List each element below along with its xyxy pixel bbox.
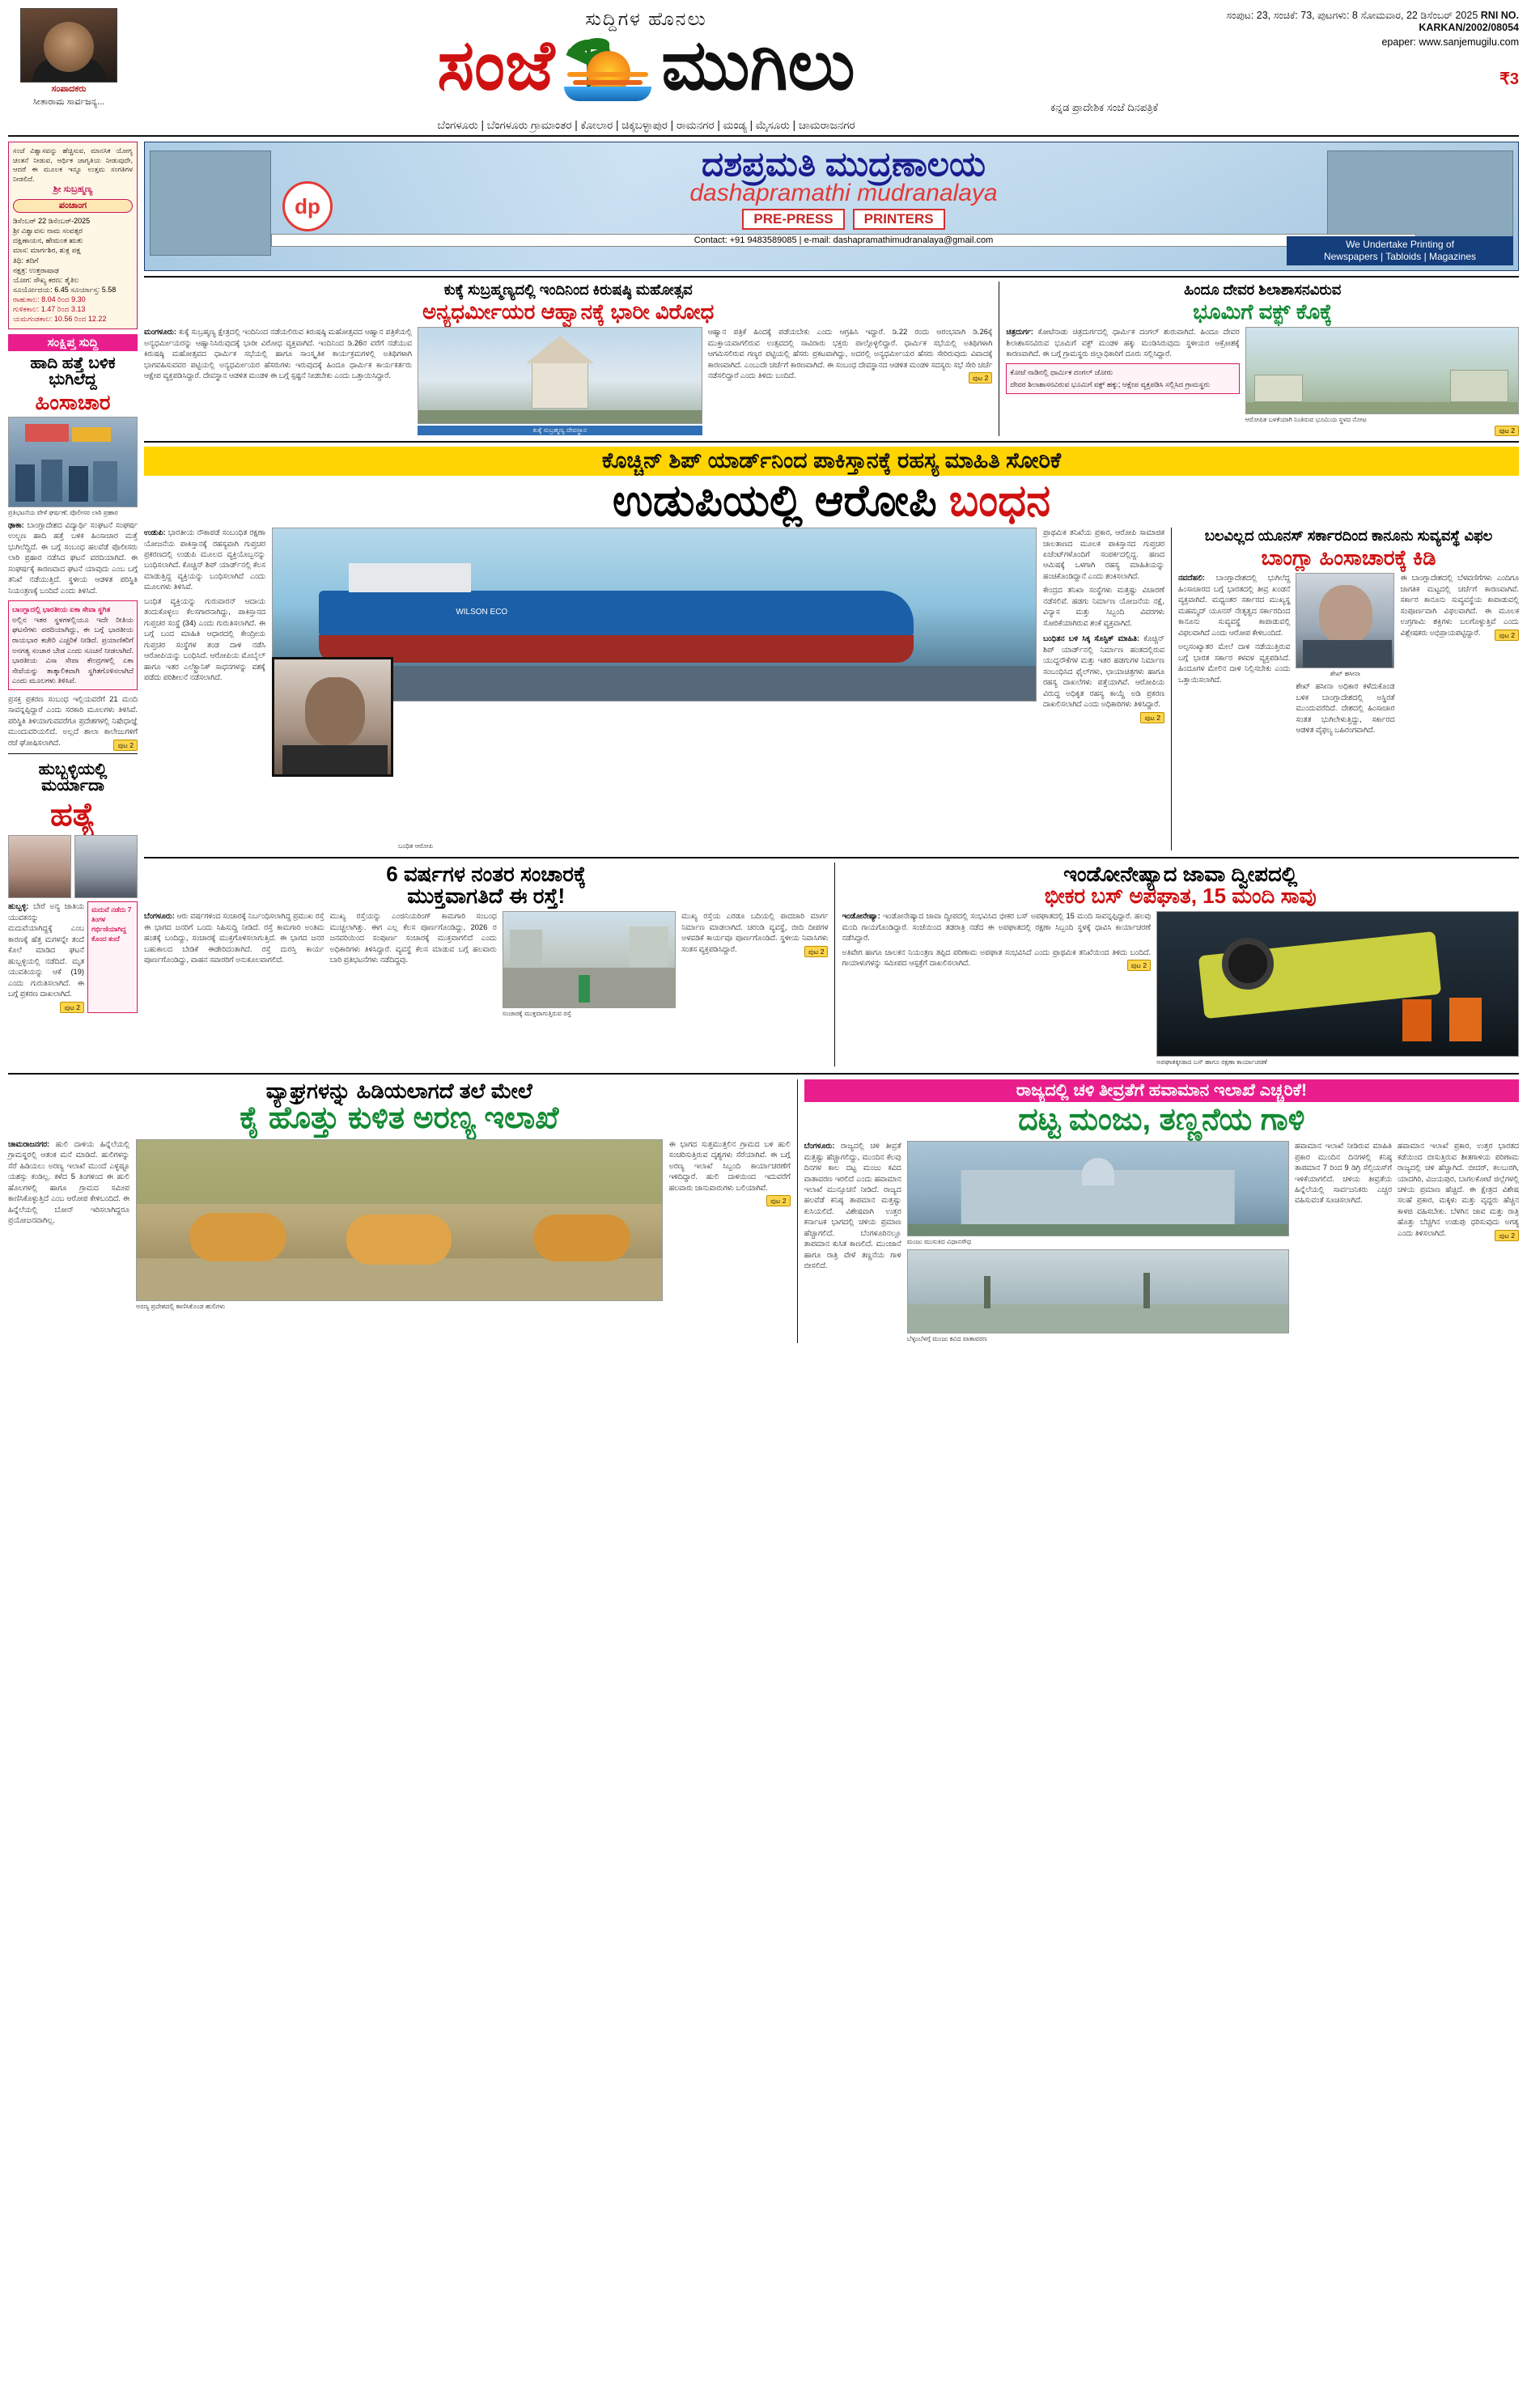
lead-dateline: ಉಡುಪಿ: xyxy=(144,528,166,537)
lead-inset xyxy=(1043,634,1164,722)
tiger-headline-1: ವ್ಯಾಘ್ರಗಳನ್ನು ಹಿಡಿಯಲಾಗದೆ ತಲೆ ಮೇಲೆ xyxy=(265,1079,532,1104)
tiger-text-2: ಈ ಭಾಗದ ಸುತ್ತಮುತ್ತಲಿನ ಗ್ರಾಮದ ಬಳಿ ಹುಲಿ ಸಂಚರಿಸುತ್ತಿರುವ ದೃಶ್ಯಗಳು ಸೆರೆಯಾಗಿವೆ. ಈ ಬಗ್ಗೆ ಅರಣ್ಯ ಇಲಾಖೆ ಸಿಬ್ಬಂದಿ ಕಾರ್ಯಾಚರಣೆಗೆ ಇಳಿದಿದ್ದಾರೆ. ಹುಲಿ ದಾಳಿಯಿಂದ ಇದುವರೆಗೆ ಹಲವಾರು ಜಾನುವಾರುಗಳು ಬಲಿಯಾಗಿವೆ. xyxy=(668,1139,791,1192)
java-dateline: ಇಂಡೋನೇಷ್ಯಾ: xyxy=(842,912,880,921)
brief-story-1-text-2: ಪ್ರಸಕ್ತ ಪ್ರಕರಣ ಸಂಬಂಧ ಇಲ್ಲಿಯವರೆಗೆ 21 ಮಂದಿ ಸಾವನ್ನಪ್ಪಿದ್ದಾರೆ ಎಂದು ಸರಕಾರಿ ಮೂಲಗಳು ತಿಳಿಸಿವೆ. ಪರಿಸ್ಥಿತಿ ತಿಳಿಯಾಗುವವರೆಗೂ ಪ್ರದೇಶಗಳಲ್ಲಿ ನಿಷೇಧಾಜ್ಞೆ ಮುಂದುವರಿಯಲಿದೆ. ಅಲ್ಲದೆ ಶಾಲಾ ಕಾಲೇಜುಗಳಿಗೆ ರಜೆ ಘೋಷಿಸಲಾಗಿದೆ. xyxy=(8,694,138,747)
panchanga-line-3: ಮಾಸ: ಮಾರ್ಗಶಿರ, ಶುಕ್ಲ ಪಕ್ಷ xyxy=(13,246,81,255)
kukke-column-2 xyxy=(708,327,993,435)
road-column-2 xyxy=(330,911,497,1018)
protest-photo-caption: ಪ್ರತಿಭಟನೆಯ ವೇಳೆ ಘರ್ಷಣೆ; ಪೊಲೀಸರ ಲಾಠಿ ಪ್ರಹಾರ xyxy=(8,508,118,516)
weather-column-1 xyxy=(804,1141,901,1343)
brief-story-1-head-2: ಭುಗಿಲೆದ್ದ xyxy=(49,370,97,388)
ship-photo: WILSON ECO xyxy=(272,528,1037,702)
wakf-headline: ಭೂಮಿಗೆ ವಕ್ಫ್ ಕೊಕ್ಕೆ xyxy=(1193,299,1333,324)
masthead xyxy=(8,6,1519,137)
advertisement-banner[interactable] xyxy=(144,142,1519,271)
kukke-headline: ಅನ್ಯಧರ್ಮೀಯರ ಆಹ್ವಾನಕ್ಕೆ ಭಾರೀ ವಿರೋಧ xyxy=(422,299,715,324)
wakf-text: ಕೋಟೆನಾಡು ಚಿತ್ರದುರ್ಗದಲ್ಲಿ ಧಾರ್ಮಿಕ ದಂಗಲ್ ಶುರುವಾಗಿದೆ. ಹಿಂದೂ ದೇವರ ಶಿಲಾಶಾಸನವಿರುವ ಭೂಮಿಗೆ ವಕ್ಫ್ ಮಂಡಳಿ ಹಕ್ಕು ಮಂಡಿಸಿರುವುದು ಸ್ಥಳೀಯರ ಆಕ್ರೋಶಕ್ಕೆ ಕಾರಣವಾಗಿದೆ. ಈ ಬಗ್ಗೆ ಗ್ರಾಮಸ್ಥರು ಜಿಲ್ಲಾಧಿಕಾರಿಗೆ ದೂರು ಸಲ್ಲಿಸಿದ್ದಾರೆ. xyxy=(1006,328,1240,358)
lead-headline-red: ಬಂಧನ xyxy=(948,476,1051,525)
tiger-column-1 xyxy=(8,1139,129,1311)
story-java xyxy=(834,863,1519,1066)
rni-number: RNI NO. KARKAN/2002/08054 xyxy=(1419,10,1519,33)
panchanga-header: ಪಂಚಾಂಗ xyxy=(13,199,133,213)
brief-story-1-body xyxy=(8,520,138,596)
hasina-photo xyxy=(1296,573,1394,668)
masthead-subtagline: ಕನ್ನಡ ಪ್ರಾದೇಶಿಕ ಸಂಜೆ ದಿನಪತ್ರಿಕೆ xyxy=(1050,101,1158,113)
advertiser-logo: dp xyxy=(282,181,333,231)
vidhana-soudha-photo xyxy=(907,1141,1289,1236)
panchanga-line-0: ಡಿಸೆಂಬರ್ 22 ಡಿಸೆಂಬರ್-2025 xyxy=(13,217,91,226)
lead-headline xyxy=(144,476,1519,525)
brief-story-2-photos xyxy=(8,835,138,898)
wakf-column-1 xyxy=(1006,327,1239,359)
tiger-column-2 xyxy=(669,1139,791,1311)
panchanga-deity: ಶ್ರೀ ಸುಬ್ರಹ್ಮಣ್ಯ xyxy=(53,184,93,195)
editor-name: ಸಂಪಾದಕರು xyxy=(51,84,87,94)
brief-story-1-sidebar-title: ಬಾಂಗ್ಲಾದಲ್ಲಿ ಭಾರತೀಯ ಏಕಾ ಸೇವಾ ಸ್ಥಗಿತ xyxy=(12,605,111,614)
fog-photo xyxy=(907,1249,1289,1333)
panchanga-top-note: ಸಂಜೆ ವಿಶ್ವಾಸವನ್ನು ಹೆಚ್ಚಿಸುವ, ಮಾನಸಿಕ ಯೋಗ್ಯ ಚಿಂತನೆ ನೀಡುವ, ಆರ್ಥಿಕ ಜಾಗೃತಿಯ ನೀಡುವುದೇ, ಆದರೆ ಈ ಮೂಲಕ ಇನ್ನೂ ಉತ್ತಮ ಸಂಗತಿಗಳ ನೀಡಲಿದೆ. xyxy=(13,146,133,183)
story-tiger xyxy=(8,1079,791,1343)
bangla-column-2 xyxy=(1296,681,1394,736)
right-area xyxy=(144,142,1519,1066)
weather-column-2 xyxy=(1295,1141,1392,1343)
java-headline-2: ಭೀಕರ ಬಸ್ ಅಪಘಾತ, 15 ಮಂದಿ ಸಾವು xyxy=(1044,883,1317,908)
brief-story-1-sidebar xyxy=(8,600,138,690)
brief-story-1-head-3: ಹಿಂಸಾಚಾರ xyxy=(35,389,111,414)
brief-story-2-sidebar xyxy=(87,901,138,1013)
panchanga-line-6: ಯೋಗ: ಸೌಖ್ಯ ಕರಣ: ತೈತಿಲ xyxy=(13,275,79,284)
panchanga-box xyxy=(8,142,138,329)
wakf-photo-caption: ಆರೋಪಿತ ಬಳಕೆಯಾಗಿ ನಿಂತಿರುವ ಭೂಮಿಯ ಸ್ಥಳದ ನೋಟ xyxy=(1245,416,1367,424)
bangla-text-2b: ಈ ಬಾಂಗ್ಲಾದೇಶದಲ್ಲಿ ಬೆಳವಣಿಗೆಗಳು ಎಂದಿಗೂ ಜಾಗತಿಕ ಮಟ್ಟದಲ್ಲಿ ಚರ್ಚೆಗೆ ಕಾರಣವಾಗಿವೆ. ಸರ್ಕಾರ ಕಾನೂನು ಸುವ್ಯವಸ್ಥೆಯ ಕಾಪಾಡುವಲ್ಲಿ ಸಂಪೂರ್ಣವಾಗಿ ವಿಫಲವಾಗಿದೆ. ಈ ಮೂಲಕ ಉಗ್ರಗಾಮಿ ಶಕ್ತಿಗಳು ಬಲಗೊಳ್ಳುತ್ತಿವೆ ಎಂದು ವಿಶ್ಲೇಷಕರು ಅಭಿಪ್ರಾಯಪಟ್ಟಿದ್ದಾರೆ. xyxy=(1400,574,1519,637)
wakf-continued[interactable]: ಪುಟ 2 xyxy=(1495,426,1519,436)
tiger-text-1: ಹುಲಿ ದಾಳಿಯ ಹಿನ್ನೆಲೆಯಲ್ಲಿ ಗ್ರಾಮಸ್ಥರಲ್ಲಿ ಆತಂಕ ಮನೆ ಮಾಡಿದೆ. ಹುಲಿಗಳನ್ನು ಸೆರೆ ಹಿಡಿಯಲು ಅರಣ್ಯ ಇಲಾಖೆ ಮುಂದೆ ಎಳ್ಳಷ್ಟೂ ಯಶಸ್ಸು ಕಂಡಿಲ್ಲ. ಕಳೆದ 5 ತಿಂಗಳಿಂದ ಈ ಹುಲಿ ಹೊಲಗಳಲ್ಲಿ ಹಾಗೂ ಗ್ರಾಮದ ಸಮೀಪ ಕಾಣಿಸಿಕೊಳ್ಳುತ್ತಿದೆ ಎಂಬ ಆರೋಪ ಕೇಳಿಬಂದಿದೆ. ಈ ಹಿನ್ನೆಲೆಯಲ್ಲಿ ಬೋನ್ ಇರಿಸಲಾಗಿದ್ದರೂ ಪ್ರಯೋಜನವಾಗಿಲ್ಲ. xyxy=(8,1139,129,1224)
bangla-dateline: ನವದೆಹಲಿ: xyxy=(1178,574,1205,583)
panchanga-gulikakala: ಗುಳಿಕಕಾಲ: 1.47 ರಿಂದ 3.13 xyxy=(13,305,86,314)
tiger-photo-caption: ಅರಣ್ಯ ಪ್ರದೇಶದಲ್ಲಿ ಕಾಣಿಸಿಕೊಂಡ ಹುಲಿಗಳು xyxy=(136,1302,226,1310)
java-column-1b xyxy=(842,948,1151,969)
protest-photo xyxy=(8,417,138,507)
vidhana-soudha-caption: ಮಂಜು ಮುಸುಕಿದ ವಿಧಾನಸೌಧ xyxy=(906,1238,972,1246)
road-headline-1: 6 ವರ್ಷಗಳ ನಂತರ ಸಂಚಾರಕ್ಕೆ xyxy=(386,862,587,887)
bus-photo-caption: ಅಪಘಾತಕ್ಕೀಡಾದ ಬಸ್ ಹಾಗೂ ರಕ್ಷಣಾ ಕಾರ್ಯಾಚರಣೆ xyxy=(1156,1058,1267,1066)
row-road-java xyxy=(144,857,1519,1066)
panchanga-yamaganda: ಯಮಗಂಡಕಾಲ: 10.56 ರಿಂದ 12.22 xyxy=(13,315,107,324)
issue-line xyxy=(1163,10,1519,33)
temple-photo-caption: ಕುಕ್ಕೆ ಸುಬ್ರಹ್ಮಣ್ಯ ದೇವಸ್ಥಾನ xyxy=(418,426,702,435)
lead-column-1b xyxy=(144,596,265,684)
road-text-1b: ಈ ಭಾಗದ ಜನರ ಬಹುಕಾಲದ ಬೇಡಿಕೆ ಈಡೇರಿದಂತಾಗಿದೆ. ರಸ್ತೆ ದುರಸ್ತಿ ಕಾರ್ಯ ಪೂರ್ಣಗೊಂಡಿದ್ದು, ವಾಹನ ಸವಾರರಿಗೆ ಅನುಕೂಲವಾಗಲಿದೆ. xyxy=(144,934,324,964)
brief-story-1-text: ಬಾಂಗ್ಲಾದೇಶದ ವಿದ್ಯಾರ್ಥಿ ಸಂಘಟನೆ ಸಂಘರ್ಷ ಉಲ್ಬಣ ಹಾದಿ ಹತ್ತೆ ಬಳಿಕ ಹಿಂಸಾಚಾರ ಮತ್ತೆ ಭುಗಿಲೆದ್ದಿದೆ. ಈ ಬಗ್ಗೆ ಸಂಬಂಧ ಹಲವೆಡೆ ಪೊಲೀಸರು ಲಾಠಿ ಪ್ರಹಾರ ನಡೆಸಿದ ಘಟನೆ ವರದಿಯಾಗಿದೆ. ಈ ಸಂಘರ್ಷಕ್ಕೆ ಕಾರಣವಾದ ಘಟನೆ ಯಾವುದು ಎಂಬ ಬಗ್ಗೆ ತನಿಖೆ ನಡೆಯುತ್ತಿದೆ. ಸ್ಥಳೀಯ ಆಡಳಿತ ಪರಿಸ್ಥಿತಿ ನಿಯಂತ್ರಣಕ್ಕೆ ಬಂದಿದೆ ಎಂದು ತಿಳಿಸಿದೆ. xyxy=(8,520,138,595)
kukke-column-1 xyxy=(144,327,412,435)
epaper-url[interactable]: epaper: www.sanjemugilu.com xyxy=(1381,36,1519,48)
row-tiger-weather xyxy=(8,1073,1519,1343)
lead-kicker: ಕೊಚ್ಚಿನ್ ಶಿಪ್ ಯಾರ್ಡ್‌ನಿಂದ ಪಾಕಿಸ್ತಾನಕ್ಕೆ ರಹಸ್ಯ ಮಾಹಿತಿ ಸೋರಿಕೆ xyxy=(144,447,1519,476)
ad-subtitle: dashapramathi mudranalaya xyxy=(689,180,998,206)
road-photo-caption: ಸಂಚಾರಕ್ಕೆ ಮುಕ್ತವಾಗುತ್ತಿರುವ ರಸ್ತೆ xyxy=(502,1010,571,1018)
road-text-2: ಮುಖ್ಯ ರಸ್ತೆಯನ್ನು ಎಂಜಿನಿಯರಿಂಗ್ ಕಾಮಗಾರಿ ಸಂಬಂಧ ಮುಚ್ಚಲಾಗಿತ್ತು. ಈಗ ಎಲ್ಲ ಕೆಲಸ ಪೂರ್ಣಗೊಂಡಿದ್ದು, 2026 ರ ಜನವರಿಯಿಂದ ಸಂಪೂರ್ಣ ಸಂಚಾರಕ್ಕೆ ಮುಕ್ತವಾಗಲಿದೆ ಎಂದು ಅಧಿಕಾರಿಗಳು ತಿಳಿಸಿದ್ದಾರೆ. ವ್ಯವಸ್ಥೆ ಕೆಲಸ ಮಾಡುವ ಬಗ್ಗೆ ಹಲವಾರು ಬಾರಿ ಪ್ರತಿಭಟನೆಗಳು ನಡೆದಿದ್ದವು. xyxy=(329,912,497,964)
road-headline-2: ಮುಕ್ತವಾಗತಿದೆ ಈ ರಸ್ತೆ! xyxy=(407,883,566,908)
fog-photo-caption: ಬೆಳ್ಳಂಬೆಳಗ್ಗೆ ಮಂಜು ಕವಿದ ವಾತಾವರಣ xyxy=(906,1335,987,1343)
kukke-kicker: ಕುಕ್ಕೆ ಸುಬ್ರಹ್ಮಣ್ಯದಲ್ಲಿ ಇಂದಿನಿಂದ ಕಿರುಷಷ್ಠಿ ಮಹೋತ್ಸವ xyxy=(443,282,693,298)
kukke-text-1: ಕುಕ್ಕೆ ಸುಬ್ರಹ್ಮಣ್ಯ ಕ್ಷೇತ್ರದಲ್ಲಿ ಇಂದಿನಿಂದ ನಡೆಯಲಿರುವ ಕಿರುಷಷ್ಠಿ ಮಹೋತ್ಸವದ ಆಹ್ವಾನ ಪತ್ರಿಕೆಯಲ್ಲಿ ಅನ್ಯಧರ್ಮೀಯರನ್ನು ಆಹ್ವಾನಿಸಿರುವುದಕ್ಕೆ ಭಾರೀ ವಿರೋಧ ವ್ಯಕ್ತವಾಗಿದೆ. ಇಂದಿನಿಂದ ಡಿ.26ರ ವರೆಗೆ ನಡೆಯುವ ಕಿರುಷಷ್ಠಿ ಮಹೋತ್ಸವದ ಧಾರ್ಮಿಕ ಸಭೆಯಲ್ಲಿ ಹಾಗೂ ಸಾಂಸ್ಕೃತಿಕ ಕಾರ್ಯಕ್ರಮಗಳಲ್ಲಿ ಅತಿಥಿಗಳಾಗಿ ಭಾಗವಹಿಸುವವರ ಪಟ್ಟಿಯಲ್ಲಿ ಅನ್ಯಧರ್ಮೀಯರ ಹೆಸರುಗಳು ಇರುವುದಕ್ಕೆ ಹಿಂದೂ ಧಾರ್ಮಿಕ ಕಾರ್ಯಕರ್ತರು ಆಕ್ಷೇಪ ವ್ಯಕ್ತಪಡಿಸಿದ್ದಾರೆ. ದೇವಸ್ಥಾನ ಆಡಳಿತ ಮಂಡಳಿ ಈ ಬಗ್ಗೆ ಸ್ಪಷ್ಟನೆ ನೀಡಬೇಕು ಎಂದು ಒತ್ತಾಯಿಸಿದ್ದಾರೆ. xyxy=(144,328,413,380)
bangla-kicker: ಬಲವಿಲ್ಲದ ಯೂನಸ್ ಸರ್ಕಾರದಿಂದ ಕಾನೂನು ಸುವ್ಯವಸ್ಥೆ ವಿಫಲ xyxy=(1204,528,1493,545)
bangla-continued[interactable]: ಪುಟ 2 xyxy=(1495,630,1519,641)
bangla-text-2: ಶೇಖ್ ಹಸೀನಾ ಅಧಿಕಾರ ಕಳೆದುಕೊಂಡ ಬಳಿಕ ಬಾಂಗ್ಲಾದೇಶದಲ್ಲಿ ಅಸ್ಥಿರತೆ ಮುಂದುವರೆದಿದೆ. ದೇಶದಲ್ಲಿ ಹಿಂಸಾಚಾರ ಸಂತತ ಭುಗಿಲೇಳುತ್ತಿದ್ದು, ಸರ್ಕಾರದ ಆಡಳಿತ ವೈಫಲ್ಯ ಬಹಿರಂಗವಾಗಿದೆ. xyxy=(1296,682,1395,735)
brief-story-1-continued[interactable]: ಪುಟ 2 xyxy=(113,740,138,751)
accused-mugshot-caption: ಬಂಧಿತ ಆರೋಪಿ xyxy=(398,842,433,850)
accused-mugshot xyxy=(272,657,393,777)
lead-headline-black: ಉಡುಪಿಯಲ್ಲಿ ಆರೋಪಿ xyxy=(612,476,937,525)
lead-text-1b: ಬಂಧಿತ ವ್ಯಕ್ತಿಯನ್ನು ಗುರುವಾರನ್ ಆದಾಯ ತಂದುಕೊಳ್ಳಲು ಕೆಲಸಗಾರನಾಗಿದ್ದು, ಪಾಕಿಸ್ತಾನದ ಗುಪ್ತಚರ ಸಂಸ್ಥೆ (34) ಎಂದು ಗುರುತಿಸಲಾಗಿದೆ. ಈ ಬಗ್ಗೆ ಬಂದ ಮಾಹಿತಿ ಆಧಾರದಲ್ಲಿ ಕೇಂದ್ರೀಯ ಗುಪ್ತಚರ ಸಂಸ್ಥೆಗಳ ತಂಡ ದಾಳಿ ನಡೆಸಿ ಆರೋಪಿಯನ್ನು ಬಂಧಿಸಿದೆ. ಆರೋಪಿಯ ಮೊಬೈಲ್ ಹಾಗೂ ಇತರ ಎಲೆಕ್ಟ್ರಾನಿಕ್ ಸಾಧನಗಳನ್ನು ವಶಕ್ಕೆ ಪಡೆದು ಪರಿಶೀಲನೆ ನಡೆಸಲಾಗಿದೆ. xyxy=(144,596,265,682)
road-continued[interactable]: ಪುಟ 2 xyxy=(804,946,829,957)
weather-column-3 xyxy=(1398,1141,1519,1343)
price-badge: ₹3 xyxy=(1499,70,1519,88)
story-bangla xyxy=(1171,528,1519,850)
masthead-left xyxy=(8,6,129,108)
ad-contact[interactable]: Contact: +91 9483589085 | e-mail: dashapramathimudranalaya@gmail.com xyxy=(271,234,1416,247)
panchanga-line-7: ಸೂರ್ಯೋದಯ: 6.45 ಸೂರ್ಯಾಸ್ತ: 5.58 xyxy=(13,286,117,295)
weather-kicker: ರಾಜ್ಯದಲ್ಲಿ ಚಳಿ ತೀವ್ರತೆಗೆ ಹವಾಮಾನ ಇಲಾಖೆ ಎಚ್ಚರಿಕೆ! xyxy=(804,1079,1519,1102)
bangla-text-1b: ಅಲ್ಪಸಂಖ್ಯಾತರ ಮೇಲೆ ದಾಳಿ ನಡೆಯುತ್ತಿರುವ ಬಗ್ಗೆ ಭಾರತ ಸರ್ಕಾರ ಕಳವಳ ವ್ಯಕ್ತಪಡಿಸಿದೆ. ಹಿಂದೂಗಳ ಮೇಲಿನ ದಾಳಿ ನಿಲ್ಲಿಸಬೇಕು ಎಂದು ಒತ್ತಾಯಿಸಲಾಗಿದೆ. xyxy=(1178,642,1291,684)
java-continued[interactable]: ಪುಟ 2 xyxy=(1127,960,1152,971)
tiger-headline-2: ಕೈ ಹೊತ್ತು ಕುಳಿತ ಅರಣ್ಯ ಇಲಾಖೆ xyxy=(240,1100,559,1135)
accused-photo xyxy=(74,835,138,898)
weather-continued[interactable]: ಪುಟ 2 xyxy=(1495,1230,1519,1241)
story-weather xyxy=(797,1079,1519,1343)
java-text-1b: ಅತಿವೇಗ ಹಾಗೂ ಚಾಲಕನ ನಿಯಂತ್ರಣ ತಪ್ಪಿದ ಪರಿಣಾಮ ಅಪಘಾತ ಸಂಭವಿಸಿದೆ ಎಂದು ಪ್ರಾಥಮಿಕ ತನಿಖೆಯಿಂದ ತಿಳಿದು ಬಂದಿದೆ. ಗಾಯಾಳುಗಳನ್ನು ಸಮೀಪದ ಆಸ್ಪತ್ರೆಗೆ ದಾಖಲಿಸಲಾಗಿದೆ. xyxy=(842,948,1152,968)
road-text-1: ಆರು ವರ್ಷಗಳಿಂದ ಸಂಚಾರಕ್ಕೆ ನಿರ್ಬಂಧಿಸಲಾಗಿದ್ದ ಪ್ರಮುಖ ರಸ್ತೆ ಈ ಭಾಗದ ಜನರಿಗೆ ಒಂದು ಸಿಹಿಸುದ್ದಿ ನೀಡಿದೆ. ರಸ್ತೆ ಕಾಮಗಾರಿ ಅಂತಿಮ ಹಂತಕ್ಕೆ ಬಂದಿದ್ದು, ಸಂಚಾರಕ್ಕೆ ಮುಕ್ತಗೊಳಿಸಲಾಗುತ್ತಿದೆ. xyxy=(144,912,324,943)
wakf-dateline: ಚಿತ್ರದುರ್ಗ: xyxy=(1006,328,1033,337)
victim-photo xyxy=(8,835,71,898)
editor-tagline: ಸೀತಾರಾಮ ಸಾರ್ವಜನ್ಯ... xyxy=(32,97,105,107)
wakf-kicker: ಹಿಂದೂ ದೇವರ ಶಿಲಾಶಾಸನವಿರುವ xyxy=(1184,282,1342,298)
bangla-text-1: ಬಾಂಗ್ಲಾದೇಶದಲ್ಲಿ ಭುಗಿಲೆದ್ದ ಹಿಂಸಾಚಾರದ ಬಗ್ಗೆ ಭಾರತದಲ್ಲಿ ತೀವ್ರ ಖಂಡನೆ ವ್ಯಕ್ತವಾಗಿದೆ. ಮಧ್ಯಂತರ ಸರ್ಕಾರದ ಮುಖ್ಯಸ್ಥ ಮಹಮ್ಮದ್ ಯೂನಸ್ ನೇತೃತ್ವದ ಸರ್ಕಾರದಿಂದ ಕಾನೂನು ಸುವ್ಯವಸ್ಥೆ ಕಾಪಾಡುವಲ್ಲಿ ವಿಫಲವಾಗಿದೆ ಎಂದು ಆರೋಪ ಕೇಳಿಬಂದಿದೆ. xyxy=(1178,574,1291,637)
masthead-logo-word-2: ಮುಗಿಲು xyxy=(661,27,855,104)
road-text-3: ಮುಖ್ಯ ರಸ್ತೆಯ ಎರಡೂ ಬದಿಯಲ್ಲಿ ಪಾದಚಾರಿ ಮಾರ್ಗ ನಿರ್ಮಾಣ ಮಾಡಲಾಗಿದೆ. ಚರಂಡಿ ವ್ಯವಸ್ಥೆ, ಬೀದಿ ದೀಪಗಳ ಅಳವಡಿಕೆ ಕಾರ್ಯವೂ ಪೂರ್ಣಗೊಂಡಿದೆ. ಸ್ಥಳೀಯ ನಿವಾಸಿಗಳು ಸಂತಸ ವ್ಯಕ್ತಪಡಿಸಿದ್ದಾರೆ. xyxy=(681,912,829,953)
bus-accident-photo xyxy=(1156,911,1519,1057)
ad-services-line-1: We Undertake Printing of xyxy=(1346,239,1454,250)
road-dateline: ಬೆಂಗಳೂರು: xyxy=(144,912,175,921)
brief-story-1-dateline: ಢಾಕಾ: xyxy=(8,520,24,529)
hasina-photo-caption: ಶೇಖ್ ಹಸೀನಾ xyxy=(1330,670,1360,678)
road-column-1 xyxy=(144,911,324,1018)
panchanga-rahukala: ರಾಹುಕಾಲ: 8.04 ರಿಂದ 9.30 xyxy=(13,295,86,304)
weather-headline: ದಟ್ಟ ಮಂಜು, ತಣ್ಣನೆಯ ಗಾಳಿ xyxy=(1018,1103,1305,1138)
brief-story-2-continued[interactable]: ಪುಟ 2 xyxy=(60,1002,84,1013)
ad-services-line-2: Newspapers | Tabloids | Magazines xyxy=(1323,251,1477,262)
editor-photo xyxy=(20,8,117,83)
issue-info: ಸಂಪುಟ: 23, ಸಂಚಿಕೆ: 73, ಪುಟಗಳು: 8 ಸೋಮವಾರ, 22 ಡಿಸೆಂಬರ್ 2025 xyxy=(1226,10,1478,21)
story-road xyxy=(144,863,828,1066)
bangla-column-2b xyxy=(1400,573,1519,638)
lead-text-2b: ಕೇಂದ್ರದ ತನಿಖಾ ಸಂಸ್ಥೆಗಳು ಮತ್ತಷ್ಟು ವಿಚಾರಣೆ ನಡೆಸಲಿವೆ. ಹಡಗು ನಿರ್ಮಾಣ ಯೋಜನೆಯ ನಕ್ಷೆ, ವಿನ್ಯಾಸ ಮತ್ತು ಸಿಬ್ಬಂದಿ ವಿವರಗಳು ಸೋರಿಕೆಯಾಗಿರುವ ಶಂಕೆ ವ್ಯಕ್ತವಾಗಿದೆ. xyxy=(1043,586,1164,627)
tiger-photo xyxy=(136,1139,663,1301)
panchanga-line-1: ಶ್ರೀ ವಿಶ್ವಾವಸು ನಾಮ ಸಂವತ್ಸರ xyxy=(13,227,83,235)
road-photo xyxy=(503,911,676,1008)
lead-continued[interactable]: ಪುಟ 2 xyxy=(1140,712,1164,723)
weather-text-3b: ಈ ಕ್ಷೇತ್ರದ ವಿಶೇಷ ಸಲಹೆ ಪ್ರಕಾರ, ಮಕ್ಕಳು ಮತ್ತು ವೃದ್ಧರು ಹೆಚ್ಚಿನ ಕಾಳಜಿ ವಹಿಸಬೇಕು. ಬೆಳಗಿನ ಜಾವ ಮತ್ತು ರಾತ್ರಿ ಹೊತ್ತು ಬೆಚ್ಚಗಿನ ಉಡುಪು ಧರಿಸುವುದು ಅಗತ್ಯ ಎಂದು ತಿಳಿಸಲಾಗಿದೆ. xyxy=(1398,1185,1519,1237)
kukke-photo-wrap xyxy=(418,327,702,435)
weather-text-3: ಹವಾಮಾನ ಇಲಾಖೆ ಪ್ರಕಾರ, ಉತ್ತರ ಭಾರತದ ಕಡೆಯಿಂದ ಬೀಸುತ್ತಿರುವ ಶೀತಗಾಳಿಯ ಪರಿಣಾಮ ರಾಜ್ಯದಲ್ಲಿ ಚಳಿ ಹೆಚ್ಚಾಗಿದೆ. ಬೀದರ್, ಕಲಬುರಗಿ, ಯಾದಗಿರಿ, ವಿಜಯಪುರ, ಬಾಗಲಕೋಟೆ ಜಿಲ್ಲೆಗಳಲ್ಲಿ ಚಳಿಯ ಪ್ರಮಾಣ ಹೆಚ್ಚಿದೆ. xyxy=(1398,1142,1519,1193)
lead-column-1 xyxy=(144,528,265,593)
left-column xyxy=(8,142,138,1066)
ad-title: ದಶಪ್ರಮತಿ ಮುದ್ರಣಾಲಯ xyxy=(702,145,986,183)
brief-story-2-body xyxy=(8,901,84,1013)
masthead-right xyxy=(1163,6,1519,89)
lead-column-2b xyxy=(1043,585,1164,629)
lead-column-2 xyxy=(1043,528,1164,582)
bangla-column-1b xyxy=(1178,642,1290,685)
brief-story-2-sidebar-title: ಮದುವೆ ನಡೆದು 7 ತಿಂಗಳ ಗರ್ಭಿಣಿಯಾಗಿದ್ದ ಕೊಂದ ತಂದೆ xyxy=(91,905,132,943)
brief-story-1-sidebar-text: ಅಲ್ಲಿನ ಇತರ ಸ್ಥಳಗಳಲ್ಲಿಯೂ ಇದೇ ರೀತಿಯ ಘಟನೆಗಳು ವರದಿಯಾಗಿದ್ದು, ಈ ಬಗ್ಗೆ ಭಾರತೀಯ ರಾಯಭಾರ ಕಚೇರಿ ಎಚ್ಚರಿಕೆ ನೀಡಿದೆ. ಪ್ರಯಾಣಿಕರಿಗೆ ಅನಗತ್ಯ ಸಂಚಾರ ಬೇಡ ಎಂದು ಸೂಚನೆ ನೀಡಲಾಗಿದೆ. ಭಾರತೀಯ ವಿಸಾ ಸೇವಾ ಕೇಂದ್ರಗಳಲ್ಲಿ ಏಕಾ ಸೇವೆಯನ್ನು ತಾತ್ಕಾಲಿಕವಾಗಿ ಸ್ಥಗಿತಗೊಳಿಸಲಾಗಿದೆ ಎಂದು ಮೂಲಗಳು ತಿಳಿಸಿವೆ. xyxy=(12,615,134,685)
lead-text-1: ಭಾರತೀಯ ನೌಕಾಪಡೆ ಸಂಬಂಧಿತ ರಕ್ಷಣಾ ಯೋಜನೆಯ ಪಾಕಿಸ್ತಾನಕ್ಕೆ ರಹಸ್ಯವಾಗಿ ಗುಪ್ತಚರ ಪ್ರಕರಣದಲ್ಲಿ ಉಡುಪಿ ಮೂಲದ ವ್ಯಕ್ತಿಯೊಬ್ಬನನ್ನು ಬಂಧಿಸಲಾಗಿದೆ. ಕೊಚ್ಚಿನ್ ಶಿಪ್ ಯಾರ್ಡ್‌ನಲ್ಲಿ ಕೆಲಸ ಮಾಡುತ್ತಿದ್ದ ವ್ಯಕ್ತಿಯನ್ನು ಬಂಧಿಸಲಾಗಿದೆ ಎಂದು ಮೂಲಗಳು ತಿಳಿಸಿವೆ. xyxy=(144,528,265,591)
weather-text-2: ಹವಾಮಾನ ಇಲಾಖೆ ನೀಡಿರುವ ಮಾಹಿತಿ ಪ್ರಕಾರ ಮುಂದಿನ ದಿನಗಳಲ್ಲಿ ಕನಿಷ್ಠ ತಾಪಮಾನ 7 ರಿಂದ 9 ಡಿಗ್ರಿ ಸೆಲ್ಸಿಯಸ್‌ಗೆ ಇಳಿಕೆಯಾಗಲಿದೆ. ಚಳಿಯ ತೀವ್ರತೆಯ ಹಿನ್ನೆಲೆಯಲ್ಲಿ ಸಾರ್ವಜನಿಕರು ಎಚ್ಚರ ವಹಿಸುವಂತೆ ಸೂಚಿಸಲಾಗಿದೆ. xyxy=(1295,1142,1392,1205)
lead-inset-text: ಕೊಚ್ಚಿನ್ ಶಿಪ್ ಯಾರ್ಡ್‌ನಲ್ಲಿ ನಿರ್ಮಾಣ ಹಂತದಲ್ಲಿರುವ ಯುದ್ಧನೌಕೆಗಳ ಮತ್ತು ಇತರ ಹಡಗುಗಳ ನಿರ್ಮಾಣ ಸಂಬಂಧಿಸಿದ ಫೈಲ್‌ಗಳು, ಛಾಯಾಚಿತ್ರಗಳು ಹಾಗೂ ರಹಸ್ಯ ದಾಖಲೆಗಳು ಪತ್ತೆಯಾಗಿವೆ. ಆರೋಪಿಯ ವಿರುದ್ಧ ಅಧಿಕೃತ ರಹಸ್ಯ ಕಾಯ್ದೆ ಅಡಿ ಪ್ರಕರಣ ದಾಖಲಿಸಲಾಗಿದೆ ಎಂದು ಅಧಿಕಾರಿಗಳು ತಿಳಿಸಿದ್ದಾರೆ. xyxy=(1043,634,1164,709)
brief-story-2-head-1: ಹುಬ್ಬಳ್ಳಿಯಲ್ಲಿ xyxy=(38,761,108,779)
masthead-logo xyxy=(129,27,1163,104)
sunrise-palm-icon xyxy=(559,27,656,104)
lead-text-2a: ಪ್ರಾಥಮಿಕ ತನಿಖೆಯ ಪ್ರಕಾರ, ಆರೋಪಿ ಸಾಮಾಜಿಕ ಜಾಲತಾಣದ ಮೂಲಕ ಪಾಕಿಸ್ತಾನದ ಗುಪ್ತಚರ ಏಜೆಂಟ್‌ಗಳೊಂದಿಗೆ ಸಂಪರ್ಕದಲ್ಲಿದ್ದ. ಹಣದ ಆಮಿಷಕ್ಕೆ ಒಳಗಾಗಿ ರಹಸ್ಯ ಮಾಹಿತಿಯನ್ನು ಹಂಚಿಕೊಂಡಿದ್ದಾನೆ ಎಂದು ಶಂಕಿಸಲಾಗಿದೆ. xyxy=(1043,528,1164,580)
road-column-3 xyxy=(681,911,828,1018)
masthead-center xyxy=(129,6,1163,132)
brief-story-1-body-2 xyxy=(8,694,138,748)
brief-story-2-text: ಬೇರೆ ಅನ್ಯ ಜಾತಿಯ ಯುವಕನನ್ನು ಮದುವೆಯಾಗಿದ್ದಕ್ಕೆ ಎಂಬ ಕಾರಣಕ್ಕೆ ಹೆತ್ತ ಮಗಳನ್ನೇ ತಂದೆ ಕೊಲೆ ಮಾಡಿದ ಘಟನೆ ಹುಬ್ಬಳ್ಳಿಯಲ್ಲಿ ನಡೆದಿದೆ. ಮೃತ ಯುವತಿಯನ್ನು ಆಕೆ (19) ಎಂದು ಗುರುತಿಸಲಾಗಿದೆ. ಈ ಬಗ್ಗೆ ಪ್ರಕರಣ ದಾಖಲಾಗಿದೆ. xyxy=(8,902,84,998)
bangla-headline: ಬಾಂಗ್ಲಾ ಹಿಂಸಾಚಾರಕ್ಕೆ ಕಿಡಿ xyxy=(1261,545,1436,570)
panchanga-line-2: ದಕ್ಷಿಣಾಯನ, ಹೇಮಂತ ಋತು xyxy=(13,236,83,245)
brief-story-1-head-1: ಹಾದಿ ಹತ್ತೆ ಬಳಿಕ xyxy=(30,354,116,372)
story-wakf xyxy=(999,282,1519,436)
story-kukke xyxy=(144,282,992,436)
wakf-bullet-0: ಕೋಟೆ ನಾಡಿನಲ್ಲಿ ಧಾರ್ಮಿಕ ದಂಗಲ್ ಜೋರು xyxy=(1010,367,1113,376)
tiger-continued[interactable]: ಪುಟ 2 xyxy=(766,1195,791,1206)
ad-services-note xyxy=(1287,236,1513,265)
wakf-bullet-1: ದೇವರ ಶಿಲಾಶಾಸನವಿರುವ ಭೂಮಿಗೆ ವಕ್ಫ್ ಹಕ್ಕು; ಆಕ್ಷೇಪ ವ್ಯಕ್ತಪಡಿಸಿ ಸಲ್ಲಿಸಿದ ಗ್ರಾಮಸ್ಥರು xyxy=(1010,380,1211,389)
brief-story-2-head-3: ಹತ್ಯೆ xyxy=(49,797,96,833)
masthead-logo-word-1: ಸಂಜೆ xyxy=(437,27,555,104)
weather-text-1b: ವಿಶೇಷವಾಗಿ ಉತ್ತರ ಕರ್ನಾಟಕ ಭಾಗದಲ್ಲಿ ಚಳಿಯ ಪ್ರಮಾಣ ಹೆಚ್ಚಾಗಲಿದೆ. ಬೆಂಗಳೂರಿನಲ್ಲೂ ತಾಪಮಾನ ಕುಸಿತ ಕಾಣಲಿದೆ. ಮುಂಜಾನೆ ಹಾಗೂ ರಾತ್ರಿ ವೇಳೆ ತಣ್ಣನೆಯ ಗಾಳಿ ಬೀಸಲಿದೆ. xyxy=(804,1206,901,1270)
ad-badge-prepress: PRE-PRESS xyxy=(742,209,844,230)
java-headline-1: ಇಂಡೋನೇಷ್ಯಾದ ಜಾವಾ ದ್ವೀಪದಲ್ಲಿ xyxy=(1063,862,1298,887)
temple-photo xyxy=(418,327,702,424)
panchanga-line-5: ನಕ್ಷತ್ರ: ಉತ್ತರಾಷಾಢ xyxy=(13,265,59,274)
weather-text-1: ರಾಜ್ಯದಲ್ಲಿ ಚಳಿ ತೀವ್ರತೆ ಮತ್ತಷ್ಟು ಹೆಚ್ಚಾಗಲಿದ್ದು, ಮುಂದಿನ ಕೆಲವು ದಿನಗಳ ಕಾಲ ದಟ್ಟ ಮಂಜು ಕವಿದ ವಾತಾವರಣ ಇರಲಿದೆ ಎಂದು ಹವಾಮಾನ ಇಲಾಖೆ ಮುನ್ಸೂಚನೆ ನೀಡಿದೆ. ರಾಜ್ಯದ ಹಲವೆಡೆ ಕನಿಷ್ಠ ತಾಪಮಾನ ಮತ್ತಷ್ಟು ಕುಸಿಯಲಿದೆ. xyxy=(804,1142,901,1215)
masthead-strapline: ಸುದ್ದಿಗಳ ಹೊನಲು xyxy=(585,8,707,29)
kukke-continued[interactable]: ಪುಟ 2 xyxy=(969,372,993,384)
brief-story-2-head-2: ಮರ್ಯಾದಾ xyxy=(41,777,104,795)
brief-story-2-dateline: ಹುಬ್ಬಳ್ಳಿ: xyxy=(8,902,29,911)
lead-inset-title: ಬಂಧಿತನ ಬಳಿ ಸಿಕ್ಕ ಸೊಸ್ಟಿಕ್ ಮಾಹಿತಿ: xyxy=(1043,634,1139,643)
page-body xyxy=(8,142,1519,1066)
row-kukke-wakf xyxy=(144,276,1519,436)
kukke-dateline: ಮಂಗಳೂರು: xyxy=(144,328,176,337)
java-column-1 xyxy=(842,911,1151,943)
ad-badge-printers: PRINTERS xyxy=(853,209,945,230)
bangla-column-1 xyxy=(1178,573,1290,638)
masthead-editions: ಬೆಂಗಳೂರು | ಬೆಂಗಳೂರು ಗ್ರಾಮಾಂತರ | ಕೋಲಾರ | ಚಿಕ್ಕಬಳ್ಳಾಪುರ | ರಾಮನಗರ | ಮಂಡ್ಯ | ಮೈಸೂರು | ಚಾಮರಾಜನಗರ xyxy=(437,119,855,131)
wakf-land-photo xyxy=(1245,327,1519,414)
weather-dateline: ಬೆಂಗಳೂರು: xyxy=(804,1142,835,1151)
section-header-brief-news: ಸಂಕ್ಷಿಪ್ತ ಸುದ್ದಿ xyxy=(8,334,138,351)
kukke-text-2: ಆಹ್ವಾನ ಪತ್ರಿಕೆ ಹಿಂದಕ್ಕೆ ಪಡೆಯಬೇಕು ಎಂದು ಆಗ್ರಹಿಸಿ ಇದ್ದಾರೆ. ಡಿ.22 ರಂದು ಆರಂಭವಾಗಿ ಡಿ.26ಕ್ಕೆ ಮುಕ್ತಾಯವಾಗಲಿರುವ ಉತ್ಸವದಲ್ಲಿ ಸಾವಿರಾರು ಭಕ್ತರು ಪಾಲ್ಗೊಳ್ಳಲಿದ್ದಾರೆ. ಧಾರ್ಮಿಕ ಸಭೆಯಲ್ಲಿ ಅತಿಥಿಗಳಾಗಿ ಆಗಮಿಸಲಿರುವ ಗಣ್ಯರ ಪಟ್ಟಿಯಲ್ಲಿ ಹೆಸರು ಪ್ರಕಟವಾಗಿದ್ದು, ಅದರಲ್ಲಿ ಅನ್ಯಧರ್ಮೀಯರ ಹೆಸರು ಸೇರಿರುವುದು ವಿವಾದಕ್ಕೆ ಕಾರಣವಾಗಿದೆ. ಎಂಬುದೇ ಚರ್ಚೆಗೆ ಕಾರಣವಾಗಿದೆ. ಈ ಸಂಬಂಧ ದೇವಸ್ಥಾನದ ಆಡಳಿತ ಮಂಡಳಿ ಸದಸ್ಯರು ಸಭೆ ಸೇರಿ ಚರ್ಚೆ ನಡೆಸಲಿದ್ದಾರೆ ಎಂದು ತಿಳಿದು ಬಂದಿದೆ. xyxy=(707,328,993,380)
tiger-dateline: ಚಾಮರಾಜನಗರ: xyxy=(8,1139,50,1148)
wakf-bullets xyxy=(1006,363,1239,394)
java-text-1: ಇಂಡೋನೇಷ್ಯಾದ ಜಾವಾ ದ್ವೀಪದಲ್ಲಿ ಸಂಭವಿಸಿದ ಭೀಕರ ಬಸ್ ಅಪಘಾತದಲ್ಲಿ 15 ಮಂದಿ ಸಾವನ್ನಪ್ಪಿದ್ದಾರೆ. ಹಲವು ಮಂದಿ ಗಾಯಗೊಂಡಿದ್ದಾರೆ. ಸಂಜೆಯಿಂದ ತಡರಾತ್ರಿ ನಡೆದ ಈ ಅಪಘಾತದಲ್ಲಿ ರಕ್ಷಣಾ ಸಿಬ್ಬಂದಿ ಸ್ಥಳಕ್ಕೆ ಧಾವಿಸಿ ಕಾರ್ಯಾಚರಣೆ ನಡೆಸಿದ್ದಾರೆ. xyxy=(842,912,1152,943)
panchanga-line-4: ತಿಥಿ: ತದಿಗೆ xyxy=(13,256,39,265)
lead-story xyxy=(144,441,1519,850)
